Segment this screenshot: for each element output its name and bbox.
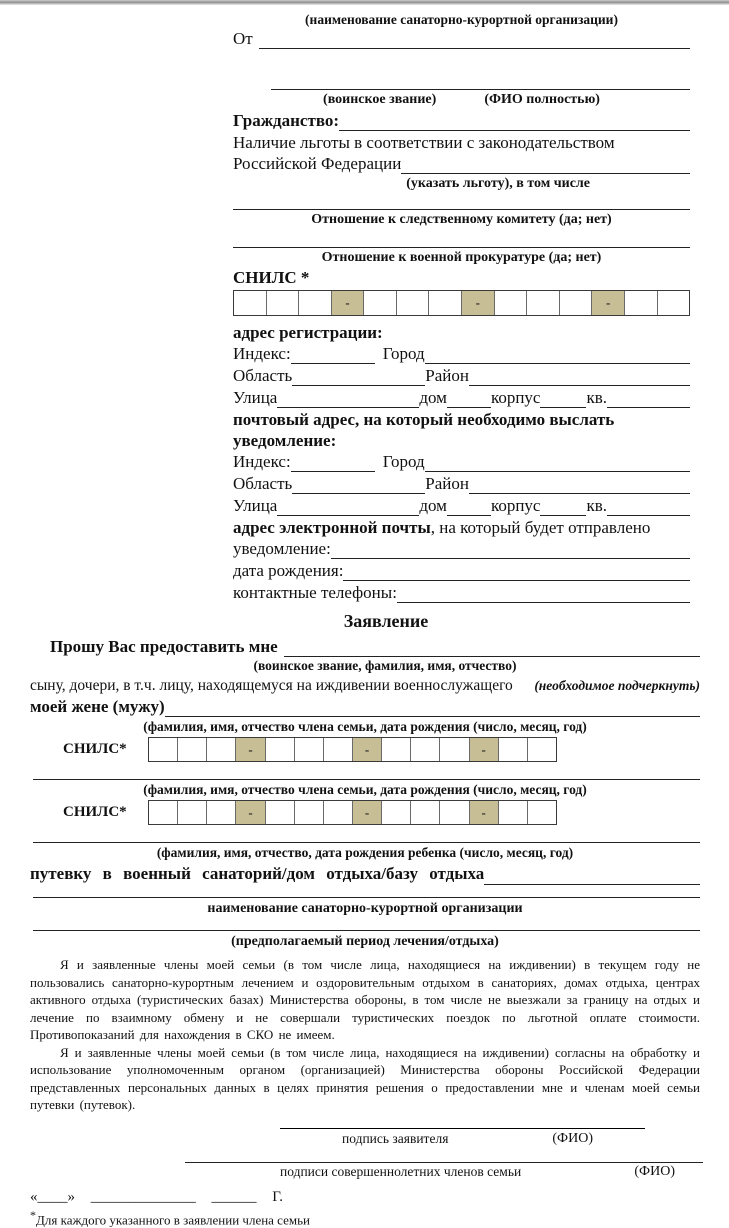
rank-fio-family-caption: (воинское звание, фамилия, имя, отчество)	[253, 658, 517, 673]
dependents-text: сыну, дочери, в т.ч. лицу, находящемуся на иждивении военнослужащего	[30, 677, 513, 694]
birth-date-label: дата рождения:	[233, 561, 344, 580]
city-blank-line	[425, 363, 690, 364]
region-label: Область	[233, 474, 293, 493]
snils-row-family-1	[30, 737, 700, 762]
org-name-blank-line	[33, 897, 700, 898]
phones-blank-line	[397, 602, 690, 603]
snils-separator-cell: -	[462, 291, 495, 315]
house-label: дом	[419, 388, 447, 407]
applicant-signature-caption: подпись заявителя	[342, 1130, 449, 1146]
family-member-caption-1: (фамилия, имя, отчество члена семьи, дата рождения (число, месяц, год)	[143, 719, 587, 734]
snils-row-family-2	[30, 800, 700, 825]
apt-label: кв.	[586, 496, 608, 515]
snils-label: СНИЛС*	[63, 741, 127, 757]
birth-date-row	[233, 560, 690, 581]
snils-digit-cell	[364, 291, 397, 315]
email-title-rest: , на который будет отправлено	[430, 518, 651, 537]
snils-digit-cell	[234, 291, 267, 315]
reg-address-title: адрес регистрации:	[233, 323, 383, 342]
from-label: От	[233, 29, 253, 48]
committee-caption: Отношение к следственному комитету (да; нет)	[311, 212, 612, 227]
request-label: Прошу Вас предоставить мне	[50, 637, 278, 656]
date-year-letter: Г.	[272, 1188, 283, 1205]
building-blank-line	[540, 407, 586, 408]
date-year-blank: ______	[211, 1188, 257, 1205]
city-label: Город	[382, 452, 425, 471]
citizenship-blank-line	[339, 130, 690, 131]
phones-row	[233, 582, 690, 603]
footnote-asterisk: *	[30, 1207, 36, 1222]
reg-region-district-row	[233, 365, 690, 386]
snils-boxes-family-2	[148, 800, 557, 825]
snils-digit-cell	[411, 738, 440, 761]
underline-note: (необходимое подчеркнуть)	[534, 678, 700, 693]
citizenship-label: Гражданство:	[233, 111, 340, 130]
snils-boxes-applicant	[233, 290, 690, 316]
postal-address-title-line1: почтовый адрес, на который необходимо выслать	[233, 410, 615, 429]
region-blank-line	[292, 493, 425, 494]
snils-digit-cell	[382, 738, 411, 761]
house-label: дом	[419, 496, 447, 515]
snils-digit-cell	[527, 291, 560, 315]
snils-digit-cell	[295, 738, 324, 761]
fio-caption: (ФИО полностью)	[484, 92, 600, 107]
street-label: Улица	[233, 496, 278, 515]
email-title-bold: адрес электронной почты	[233, 518, 431, 537]
org-name-caption: (наименование санаторно-курортной организации)	[305, 12, 618, 27]
rank-fio-blank-line	[271, 76, 690, 90]
spouse-row	[30, 696, 700, 717]
email-blank-line	[331, 558, 690, 559]
snils-digit-cell	[299, 291, 332, 315]
footnote-text: Для каждого указанного в заявлении члена семьи	[36, 1211, 310, 1227]
snils-digit-cell	[207, 738, 236, 761]
index-blank-line	[291, 363, 375, 364]
declaration-paragraph-2: Я и заявленные члены моей семьи (в том числе лица, находящиеся на иждивении) согласны на обработку и использование уполномоченным органом (организацией) Министерства обороны Российской Федерации представленных персональных данных в целях принятия решения о предоставлении мне и членам моей семьи путевки (путевок).	[30, 1044, 700, 1112]
application-form-document	[0, 5, 729, 1228]
snils-separator-cell: -	[470, 738, 499, 761]
apt-blank-line	[607, 407, 690, 408]
from-blank-line	[259, 48, 690, 49]
postal-region-district-row	[233, 473, 690, 494]
snils-label: СНИЛС *	[233, 268, 310, 287]
snils-digit-cell	[429, 291, 462, 315]
district-label: Район	[425, 474, 469, 493]
voucher-label: путевку в военный санаторий/дом отдыха/базу отдыха	[30, 864, 485, 883]
citizenship-row	[233, 110, 690, 131]
rank-caption: (воинское звание)	[323, 92, 437, 107]
building-blank-line	[540, 515, 586, 516]
period-caption: (предполагаемый период лечения/отдыха)	[231, 934, 499, 949]
snils-digit-cell	[149, 801, 178, 824]
snils-label: СНИЛС*	[63, 804, 127, 820]
email-title-row	[233, 517, 690, 538]
period-blank-line	[33, 930, 700, 931]
street-label: Улица	[233, 388, 278, 407]
spouse-label: моей жене (мужу)	[30, 697, 165, 716]
blank-gap	[233, 50, 690, 76]
snils-digit-cell	[625, 291, 658, 315]
org-name-caption-bottom: наименование санаторно-курортной организации	[207, 901, 523, 916]
applicant-fio-caption: (ФИО)	[552, 1130, 593, 1146]
date-month-blank: ______________	[90, 1188, 196, 1205]
declaration-paragraph-1: Я и заявленные члены моей семьи (в том числе лица, находящиеся на иждивении) в текущем году не пользовались санаторно-курортным лечением и оздоровительным отдыхом в санаториях, домах отдыха, центрах активного отдыха (туристических базах) Министерства обороны, в том числе не выезжали за границу на отдых и лечение по взаимному обмену и не совершали туристических поездок по льготной оплате стоимости. Противопоказаний для нахождения в СКО не имеем.	[30, 957, 700, 1042]
district-blank-line	[469, 385, 690, 386]
reg-street-row	[233, 387, 690, 408]
committee-blank-line	[233, 196, 690, 210]
postal-index-city-row	[233, 451, 690, 472]
phones-label: контактные телефоны:	[233, 583, 397, 602]
building-label: корпус	[490, 496, 541, 515]
family-member-caption-2: (фамилия, имя, отчество члена семьи, дата рождения (число, месяц, год)	[143, 782, 587, 797]
snils-separator-cell: -	[332, 291, 365, 315]
birth-date-blank-line	[343, 580, 690, 581]
statement-title: Заявление	[343, 611, 429, 631]
snils-digit-cell	[266, 801, 295, 824]
snils-separator-cell: -	[470, 801, 499, 824]
family-signatures-labels	[185, 1163, 703, 1180]
benefit-caption: (указать льготу), в том числе	[406, 176, 590, 191]
snils-digit-cell	[499, 738, 528, 761]
snils-digit-cell	[324, 801, 353, 824]
email-line-row	[233, 538, 690, 559]
snils-digit-cell	[411, 801, 440, 824]
snils-digit-cell	[495, 291, 528, 315]
snils-separator-cell: -	[353, 738, 382, 761]
index-blank-line	[291, 471, 375, 472]
family-fio-caption: (ФИО)	[634, 1163, 675, 1179]
from-row	[233, 28, 690, 49]
child-caption: (фамилия, имя, отчество, дата рождения ребенка (число, месяц, год)	[156, 845, 574, 860]
prosecutor-caption: Отношение к военной прокуратуре (да; нет)	[321, 250, 602, 265]
snils-separator-cell: -	[353, 801, 382, 824]
applicant-signature-labels	[280, 1129, 645, 1147]
snils-digit-cell	[382, 801, 411, 824]
house-blank-line	[447, 407, 491, 408]
postal-street-row	[233, 495, 690, 516]
city-label: Город	[382, 344, 425, 363]
snils-digit-cell	[295, 801, 324, 824]
snils-separator-cell: -	[236, 801, 265, 824]
district-label: Район	[425, 366, 469, 385]
section-divider-line	[33, 842, 700, 843]
region-blank-line	[292, 385, 425, 386]
apt-label: кв.	[586, 388, 608, 407]
date-row	[30, 1189, 700, 1206]
apt-blank-line	[607, 515, 690, 516]
region-label: Область	[233, 366, 293, 385]
snils-digit-cell	[178, 801, 207, 824]
snils-separator-cell: -	[592, 291, 625, 315]
snils-digit-cell	[324, 738, 353, 761]
addressee-block	[233, 12, 690, 603]
request-row	[30, 636, 700, 657]
section-divider-line	[33, 779, 700, 780]
snils-digit-cell	[560, 291, 593, 315]
benefit-blank-line	[401, 173, 690, 174]
footnote	[30, 1208, 700, 1228]
snils-digit-cell	[149, 738, 178, 761]
dependents-row	[30, 676, 700, 695]
voucher-row	[30, 863, 700, 885]
index-label: Индекс:	[233, 344, 291, 363]
snils-digit-cell	[528, 801, 556, 824]
snils-separator-cell: -	[236, 738, 265, 761]
request-blank-line	[284, 656, 700, 657]
snils-digit-cell	[266, 738, 295, 761]
benefit-line2-row	[233, 153, 690, 174]
voucher-blank-line	[484, 884, 700, 885]
date-day-quotes: «____»	[30, 1188, 75, 1205]
statement-section	[30, 611, 700, 1228]
benefit-line2-label: Российской Федерации	[233, 154, 402, 173]
spouse-blank-line	[165, 716, 700, 717]
snils-digit-cell	[528, 738, 556, 761]
family-signatures-caption: подписи совершеннолетних членов семьи	[280, 1163, 522, 1179]
snils-digit-cell	[397, 291, 430, 315]
reg-index-city-row	[233, 343, 690, 364]
city-blank-line	[425, 471, 690, 472]
declaration-paragraphs	[30, 956, 700, 1114]
snils-digit-cell	[440, 738, 469, 761]
snils-boxes-family-1	[148, 737, 557, 762]
street-blank-line	[277, 407, 419, 408]
postal-address-title-line2: уведомление:	[233, 431, 337, 450]
snils-digit-cell	[658, 291, 690, 315]
benefit-line1: Наличие льготы в соответствии с законодательством	[233, 133, 615, 152]
rank-fio-captions	[233, 91, 690, 108]
email-notification-label: уведомление:	[233, 539, 331, 558]
snils-digit-cell	[499, 801, 528, 824]
snils-digit-cell	[207, 801, 236, 824]
district-blank-line	[469, 493, 690, 494]
snils-digit-cell	[178, 738, 207, 761]
index-label: Индекс:	[233, 452, 291, 471]
snils-digit-cell	[267, 291, 300, 315]
snils-digit-cell	[440, 801, 469, 824]
street-blank-line	[277, 515, 419, 516]
rank-fio-line-row	[233, 76, 690, 90]
building-label: корпус	[490, 388, 541, 407]
house-blank-line	[447, 515, 491, 516]
prosecutor-blank-line	[233, 234, 690, 248]
